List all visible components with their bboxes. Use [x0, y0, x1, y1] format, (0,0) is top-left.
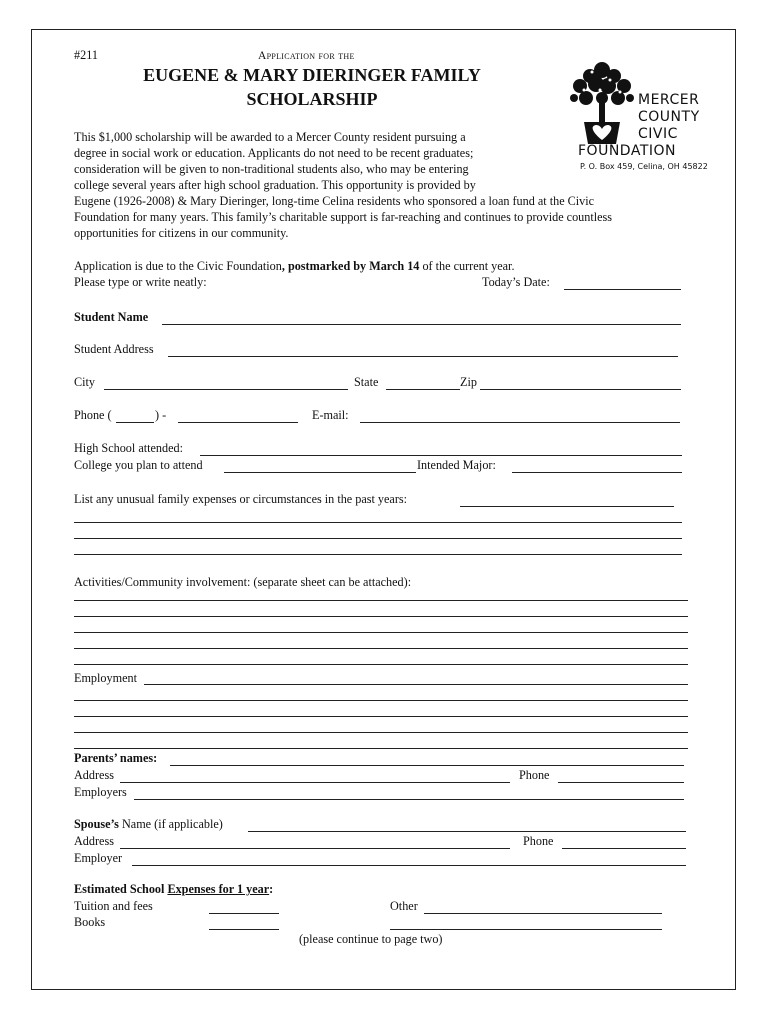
unusual-expenses-field-2[interactable] [74, 522, 682, 523]
activities-field-5[interactable] [74, 664, 688, 665]
todays-date-field[interactable] [564, 289, 681, 290]
intro-line-2: degree in social work or education. Applicants do not need to be recent graduates; [74, 146, 474, 160]
spouse-employer-label: Employer [74, 851, 123, 865]
tuition-label: Tuition and fees [74, 899, 153, 913]
college-field[interactable] [224, 472, 416, 473]
other-field[interactable] [424, 913, 662, 914]
spouse-address-label: Address [74, 834, 114, 848]
foundation-logo [566, 52, 736, 178]
neatly-label: Please type or write neatly: [74, 275, 207, 289]
spouse-employer-field[interactable] [132, 865, 686, 866]
parents-phone-label: Phone [519, 768, 550, 782]
logo-address: P. O. Box 459, Celina, OH 45822 [580, 162, 708, 171]
intro-line-5: Eugene (1926-2008) & Mary Dieringer, long-time Celina residents who sponsored a loan fund at the Civic [74, 194, 595, 208]
email-field[interactable] [360, 422, 680, 423]
page-subtitle: SCHOLARSHIP [246, 89, 378, 109]
books-label: Books [74, 915, 106, 929]
intro-line-3: consideration will be given to non-traditional students also, who may be entering [74, 162, 469, 176]
intended-major-label: Intended Major: [417, 458, 496, 472]
application-for-label: Application for the [258, 50, 355, 62]
phone-number-field[interactable] [178, 422, 298, 423]
logo-line-civic: CIVIC [638, 126, 678, 142]
high-school-label: High School attended: [74, 441, 183, 455]
spouse-label-bold: Spouse’s [74, 817, 119, 831]
zip-field[interactable] [480, 389, 681, 390]
spouse-phone-label: Phone [523, 834, 554, 848]
due-text: Application is due to the Civic Foundation [74, 259, 282, 273]
other-label: Other [390, 899, 418, 913]
unusual-expenses-field-1[interactable] [460, 506, 674, 507]
activities-field-2[interactable] [74, 616, 688, 617]
other-field-2[interactable] [390, 929, 662, 930]
student-name-label: Student Name [74, 310, 149, 324]
intro-line-6: Foundation for many years. This family’s charitable support is far-reaching and continues to provide countless [74, 210, 613, 224]
employment-label: Employment [74, 671, 137, 685]
logo-line-foundation: FOUNDATION [578, 143, 676, 159]
high-school-field[interactable] [200, 455, 682, 456]
parents-phone-field[interactable] [558, 782, 684, 783]
books-field[interactable] [209, 929, 279, 930]
state-label: State [354, 375, 379, 389]
application-form-page [31, 29, 736, 990]
logo-line-county: COUNTY [638, 109, 700, 125]
activities-field-4[interactable] [74, 648, 688, 649]
intended-major-field[interactable] [512, 472, 682, 473]
parents-address-field[interactable] [120, 782, 510, 783]
expenses-heading-underlined: Expenses for 1 year [167, 882, 270, 896]
spouse-phone-field[interactable] [562, 848, 686, 849]
due-notice [74, 259, 515, 274]
form-number: #211 [74, 48, 98, 62]
todays-date-label: Today’s Date: [482, 275, 550, 289]
student-name-field[interactable] [162, 324, 681, 325]
employment-field-2[interactable] [74, 700, 688, 701]
parents-employers-label: Employers [74, 785, 127, 799]
expenses-heading-pre: Estimated School [74, 882, 168, 896]
phone-area-code-field[interactable] [116, 422, 154, 423]
intro-line-1: This $1,000 scholarship will be awarded to a Mercer County resident pursuing a [74, 130, 466, 144]
activities-label: Activities/Community involvement: (separate sheet can be attached): [74, 575, 412, 589]
zip-label: Zip [460, 375, 477, 389]
unusual-expenses-field-4[interactable] [74, 554, 682, 555]
employment-field-1[interactable] [144, 684, 688, 685]
phone-label: Phone ( [74, 408, 112, 422]
logo-line-mercer: MERCER [638, 92, 700, 108]
tuition-field[interactable] [209, 913, 279, 914]
intro-line-4: college several years after high school graduation. This opportunity is provided by [74, 178, 476, 192]
student-address-field[interactable] [168, 356, 678, 357]
intro-line-7: opportunities for citizens in our community. [74, 226, 289, 240]
phone-separator: ) - [155, 408, 167, 422]
parents-names-field[interactable] [170, 765, 684, 766]
state-field[interactable] [386, 389, 460, 390]
student-address-label: Student Address [74, 342, 154, 356]
page-title: EUGENE & MARY DIERINGER FAMILY [143, 65, 481, 85]
spouse-name-label [74, 817, 223, 832]
due-deadline: , postmarked by March 14 [281, 259, 420, 273]
activities-field-1[interactable] [74, 600, 688, 601]
expenses-heading [74, 882, 273, 897]
unusual-expenses-field-3[interactable] [74, 538, 682, 539]
parents-employers-field[interactable] [134, 799, 684, 800]
due-text-end: of the current year. [419, 259, 515, 273]
college-label: College you plan to attend [74, 458, 203, 472]
city-label: City [74, 375, 95, 389]
activities-field-3[interactable] [74, 632, 688, 633]
unusual-expenses-label: List any unusual family expenses or circumstances in the past years: [74, 492, 408, 506]
tree-icon [566, 56, 638, 148]
parents-address-label: Address [74, 768, 114, 782]
employment-field-3[interactable] [74, 716, 688, 717]
spouse-name-field[interactable] [248, 831, 686, 832]
email-label: E-mail: [312, 408, 349, 422]
city-field[interactable] [104, 389, 348, 390]
continue-note: (please continue to page two) [299, 932, 443, 946]
parents-names-label: Parents’ names: [74, 751, 158, 765]
employment-field-5[interactable] [74, 748, 688, 749]
expenses-heading-colon: : [269, 882, 274, 896]
spouse-address-field[interactable] [120, 848, 510, 849]
employment-field-4[interactable] [74, 732, 688, 733]
spouse-label-rest: Name (if applicable) [118, 817, 223, 831]
